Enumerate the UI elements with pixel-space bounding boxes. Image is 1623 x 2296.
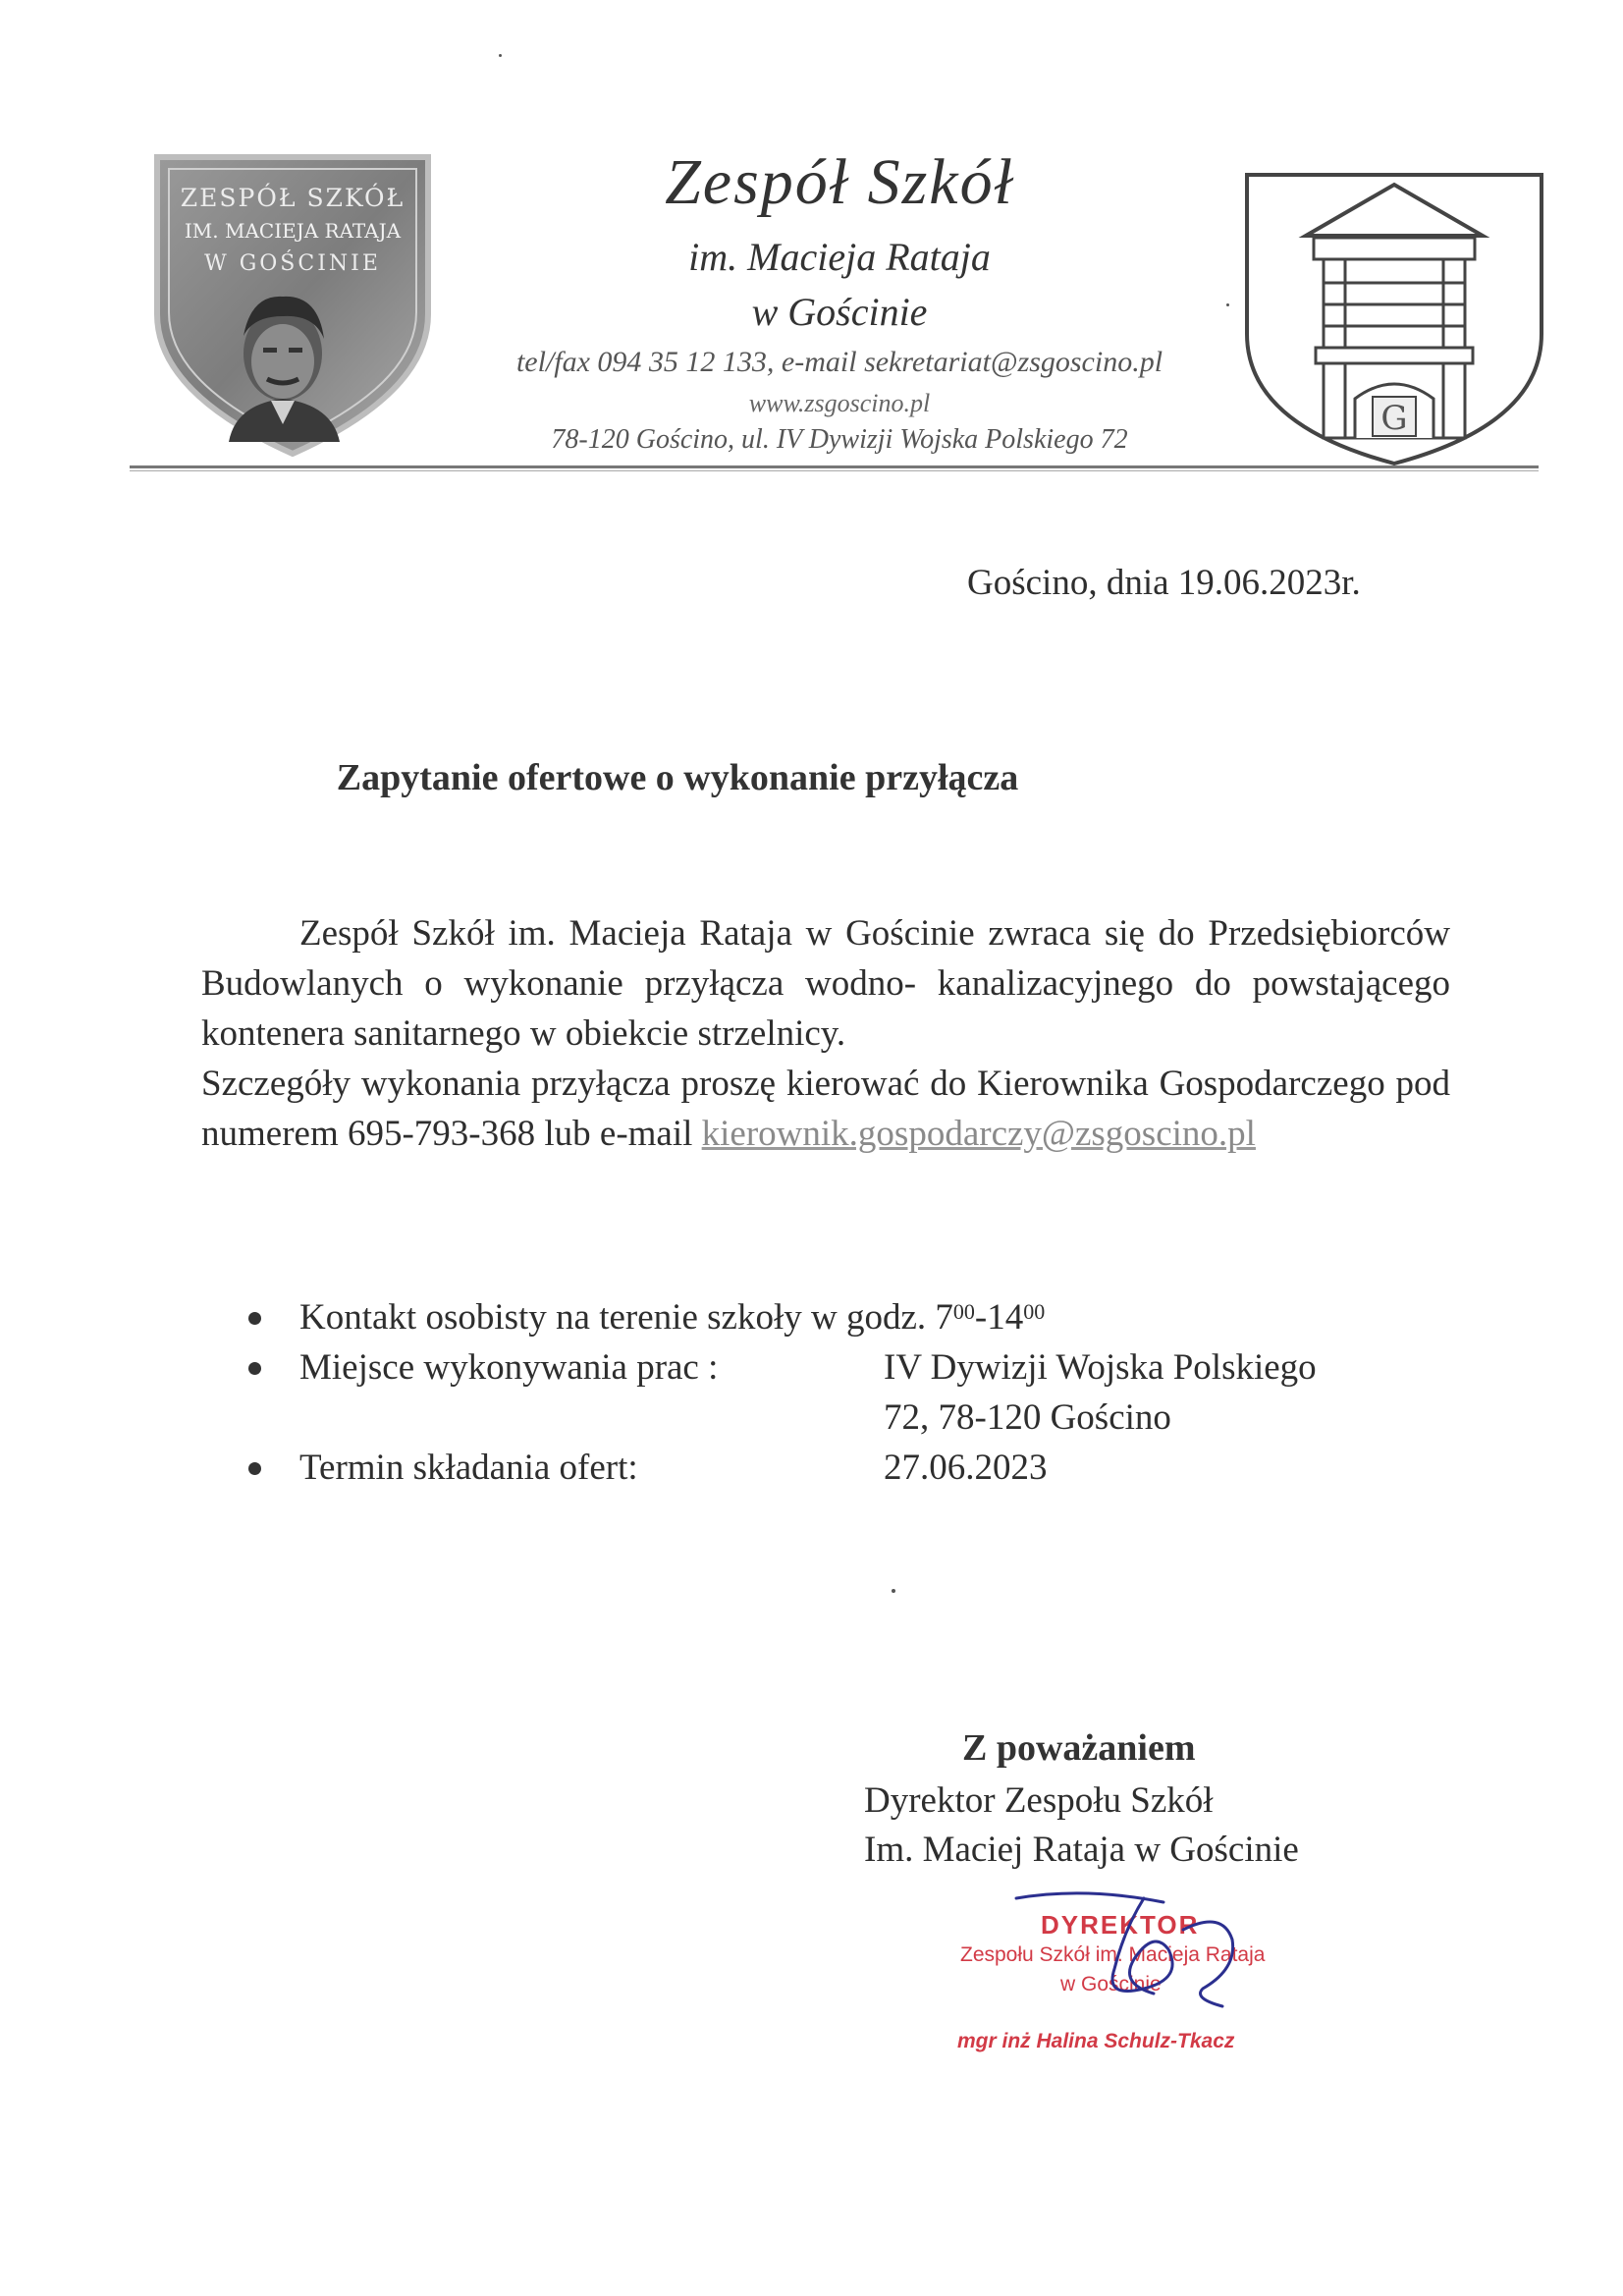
body-line: Przedsiębiorców Budowlanych o wykonanie przyłącza wodno- [201, 913, 1451, 1004]
body-paragraph-2 [201, 1059, 1450, 1159]
stamp-name: mgr inż Halina Schulz-Tkacz [957, 2030, 1235, 2052]
bullet-dot-icon [248, 1462, 261, 1475]
work-place-value-line1: IV Dywizji Wojska Polskiego [884, 1347, 1317, 1388]
deadline-value: 27.06.2023 [884, 1448, 1048, 1488]
body-paragraph-1 [201, 908, 1450, 1059]
scan-speck [499, 54, 502, 57]
closing-regards: Z poważaniem [962, 1727, 1196, 1769]
letterhead-town: w Gościnie [751, 290, 928, 334]
letterhead-patron: im. Macieja Rataja [688, 235, 991, 279]
school-crest-left [145, 147, 440, 462]
letterhead-website: www.zsgoscino.pl [748, 389, 931, 417]
stamp-town: w Gościnie [1060, 1973, 1162, 1995]
letterhead-divider [130, 465, 1539, 471]
stamp-school: Zespołu Szkół im. Macieja Rataja [960, 1943, 1266, 1966]
work-place-label: Miejsce wykonywania prac : [299, 1347, 719, 1388]
stamp-title: DYREKTOR [1041, 1910, 1200, 1940]
town-coat-of-arms [1237, 167, 1551, 471]
bullet-dot-icon [248, 1362, 261, 1375]
letterhead-address: 78-120 Gościno, ul. IV Dywizji Wojska Polskiego 72 [551, 424, 1128, 455]
work-place-value-line2: 72, 78-120 Gościno [884, 1397, 1171, 1438]
crest-text-line1: ZESPÓŁ SZKÓŁ [180, 184, 406, 212]
body-line: Szczegóły wykonania przyłącza proszę kierować do Kierownika [201, 1064, 1149, 1104]
deadline-label: Termin składania ofert: [299, 1448, 638, 1488]
contact-hours-text: Kontakt osobisty na terenie szkoły w godz. $7^{00}-14^{00}$ [299, 1297, 1046, 1338]
crest-letter: G [1380, 399, 1408, 438]
signatory-school: Im. Maciej Rataja w Gościnie [864, 1830, 1299, 1870]
crest-text-line3: W GOŚCINIE [204, 251, 381, 276]
letterhead-contact: tel/fax 094 35 12 133, e-mail sekretariat@zsgoscino.pl [515, 346, 1163, 378]
school-shield-logo [145, 147, 440, 462]
scan-speck [892, 1589, 895, 1593]
letterhead-school-name: Zespół Szkół [665, 146, 1014, 218]
email-link[interactable]: kierownik.gospodarczy@zsgoscino.pl [701, 1114, 1256, 1154]
scan-speck [1226, 303, 1229, 306]
tower-crest-icon [1237, 167, 1551, 471]
body-line: kanalizacyjnego do powstającego kontenera sanitarnego w obiekcie [201, 963, 1451, 1054]
body-line: strzelnicy. [697, 1013, 846, 1054]
date-line: Gościno, dnia 19.06.2023r. [967, 563, 1361, 603]
handwritten-signature [997, 1890, 1281, 2018]
signatory-title: Dyrektor Zespołu Szkół [864, 1780, 1214, 1821]
bullet-dot-icon [248, 1312, 261, 1325]
body-line: Gospodarczego pod numerem 695-793-368 lub e-mail [201, 1064, 1450, 1154]
letter-subject: Zapytanie ofertowe o wykonanie przyłącza [336, 757, 1019, 798]
body-line: Zespół Szkół im. Macieja Rataja w Gościnie zwraca się do [299, 913, 1195, 954]
official-stamp [943, 1890, 1296, 2062]
crest-text-line2: IM. MACIEJA RATAJA [184, 219, 402, 243]
letter-body [201, 908, 1450, 1159]
